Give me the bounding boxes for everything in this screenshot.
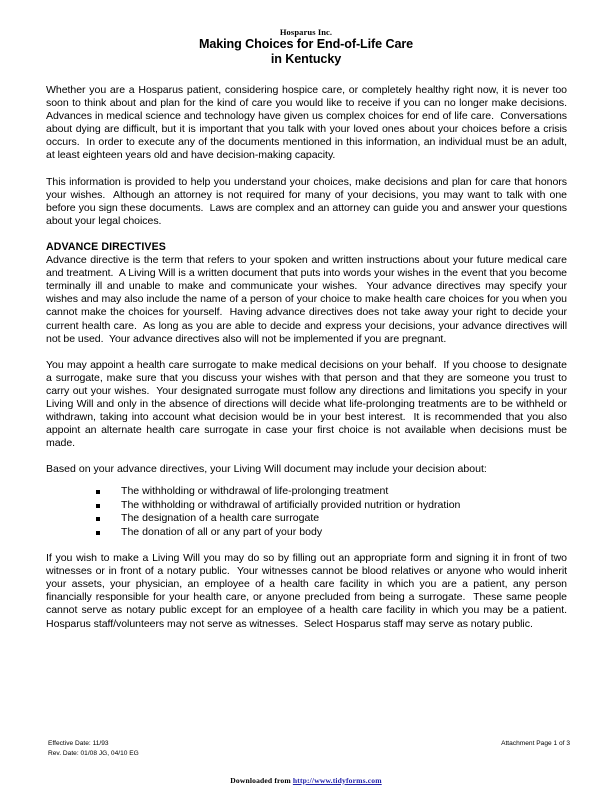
square-bullet-icon: [96, 531, 100, 535]
square-bullet-icon: [96, 504, 100, 508]
organization-name: Hosparus Inc.: [279, 27, 333, 37]
tidyforms-url-link[interactable]: http://www.tidyforms.com: [292, 776, 382, 785]
attachment-page-number: Attachment Page 1 of 3: [501, 740, 570, 747]
paragraph-health-care-surrogate: You may appoint a health care surrogate to make medical decisions on your behalf. If you choose to designate a surrogate, make sure that you discuss your wishes with that person and that they are someone you trust to carry out your wishes. Your designated surrogate must follow any directions and limitations you specify in your Living Will and only in the absence of directions will decide what life-prolonging treatments are to be withheld or withdrawn, taking into account what decision would be in your best interest. It is recommended that you also appoint an alternate health care surrogate in case your first choice is not available when decisions must be made.: [46, 358, 570, 450]
section-heading-advance-directives: ADVANCE DIRECTIVES: [46, 240, 166, 253]
list-item: [96, 499, 567, 512]
document-header: [0, 0, 612, 66]
list-item-label: The donation of all or any part of your body: [121, 525, 323, 538]
square-bullet-icon: [96, 517, 100, 521]
list-item-label: The designation of a health care surrogate: [121, 512, 320, 525]
paragraph-advance-directive-definition: Advance directive is the term that refers to your spoken and written instructions about your future medical care and treatment. A Living Will is a written document that puts into words your wishes in the event that you become terminally ill and unable to make and communicate your wishes. Your advance directives may specify your wishes and may also include the name of a person of your choice to make health care choices for you when you cannot make the choices for yourself. Having advance directives does not take away your right to decide your current health care. As long as you are able to decide and express your decisions, your advance directives will not be used. Your advance directives also will not be implemented if you are pregnant.: [46, 254, 570, 345]
list-item: [96, 526, 567, 539]
download-watermark-prefix: Downloaded from: [230, 776, 293, 785]
paragraph-information-provided: This information is provided to help you understand your choices, make decisions and plan for care that honors your wishes. Although an attorney is not required for many of your decisions, you may want to talk with one before you sign these documents. Laws are complex and an attorney can guide you and answer your questions about your legal choices.: [46, 175, 570, 227]
effective-date: Effective Date: 11/93: [48, 740, 109, 747]
revision-date: Rev. Date: 01/08 JG, 04/10 EG: [48, 749, 139, 757]
document-footer: [48, 739, 570, 758]
list-item: [96, 485, 567, 498]
download-watermark: [0, 776, 612, 785]
document-title-line-2: in Kentucky: [270, 51, 342, 66]
square-bullet-icon: [96, 490, 100, 494]
paragraph-intro: Whether you are a Hosparus patient, considering hospice care, or completely healthy right now, it is never too soon to think about and plan for the kind of care you would like to receive if you can no longer make decisions. Advances in medical science and technology have given us complex choices for end of life care. Conversations about dying are difficult, but it is important that you talk with your loved ones about your choices before a crisis occurs. In order to execute any of the documents mentioned in this information, an individual must be an adult, at least eighteen years old and have decision-making capacity.: [46, 84, 573, 162]
document-title-line-1: Making Choices for End-of-Life Care: [198, 37, 414, 51]
document-body: [46, 84, 573, 631]
list-item: [96, 512, 567, 525]
footer-dates: [48, 739, 139, 758]
list-lead-in-text: Based on your advance directives, your Living Will document may include your decision about:: [46, 463, 487, 476]
list-item-label: The withholding or withdrawal of life-prolonging treatment: [121, 485, 389, 498]
paragraph-witness-requirements: If you wish to make a Living Will you may do so by filling out an appropriate form and signing it in front of two witnesses or in front of a notary public. Your witnesses cannot be blood relatives or anyone who would inherit your assets, your physician, an employee of a health care facility in which you are a patient, any person financially responsible for your health care, or anyone precluded from being a surrogate. These same people cannot serve as notary public except for an employee of a health care facility in which you may be a patient. Hosparus staff/volunteers may not serve as witnesses. Select Hosparus staff may serve as notary public.: [46, 552, 573, 630]
list-item-label: The withholding or withdrawal of artificially provided nutrition or hydration: [121, 498, 461, 511]
living-will-decisions-list: [46, 485, 567, 539]
